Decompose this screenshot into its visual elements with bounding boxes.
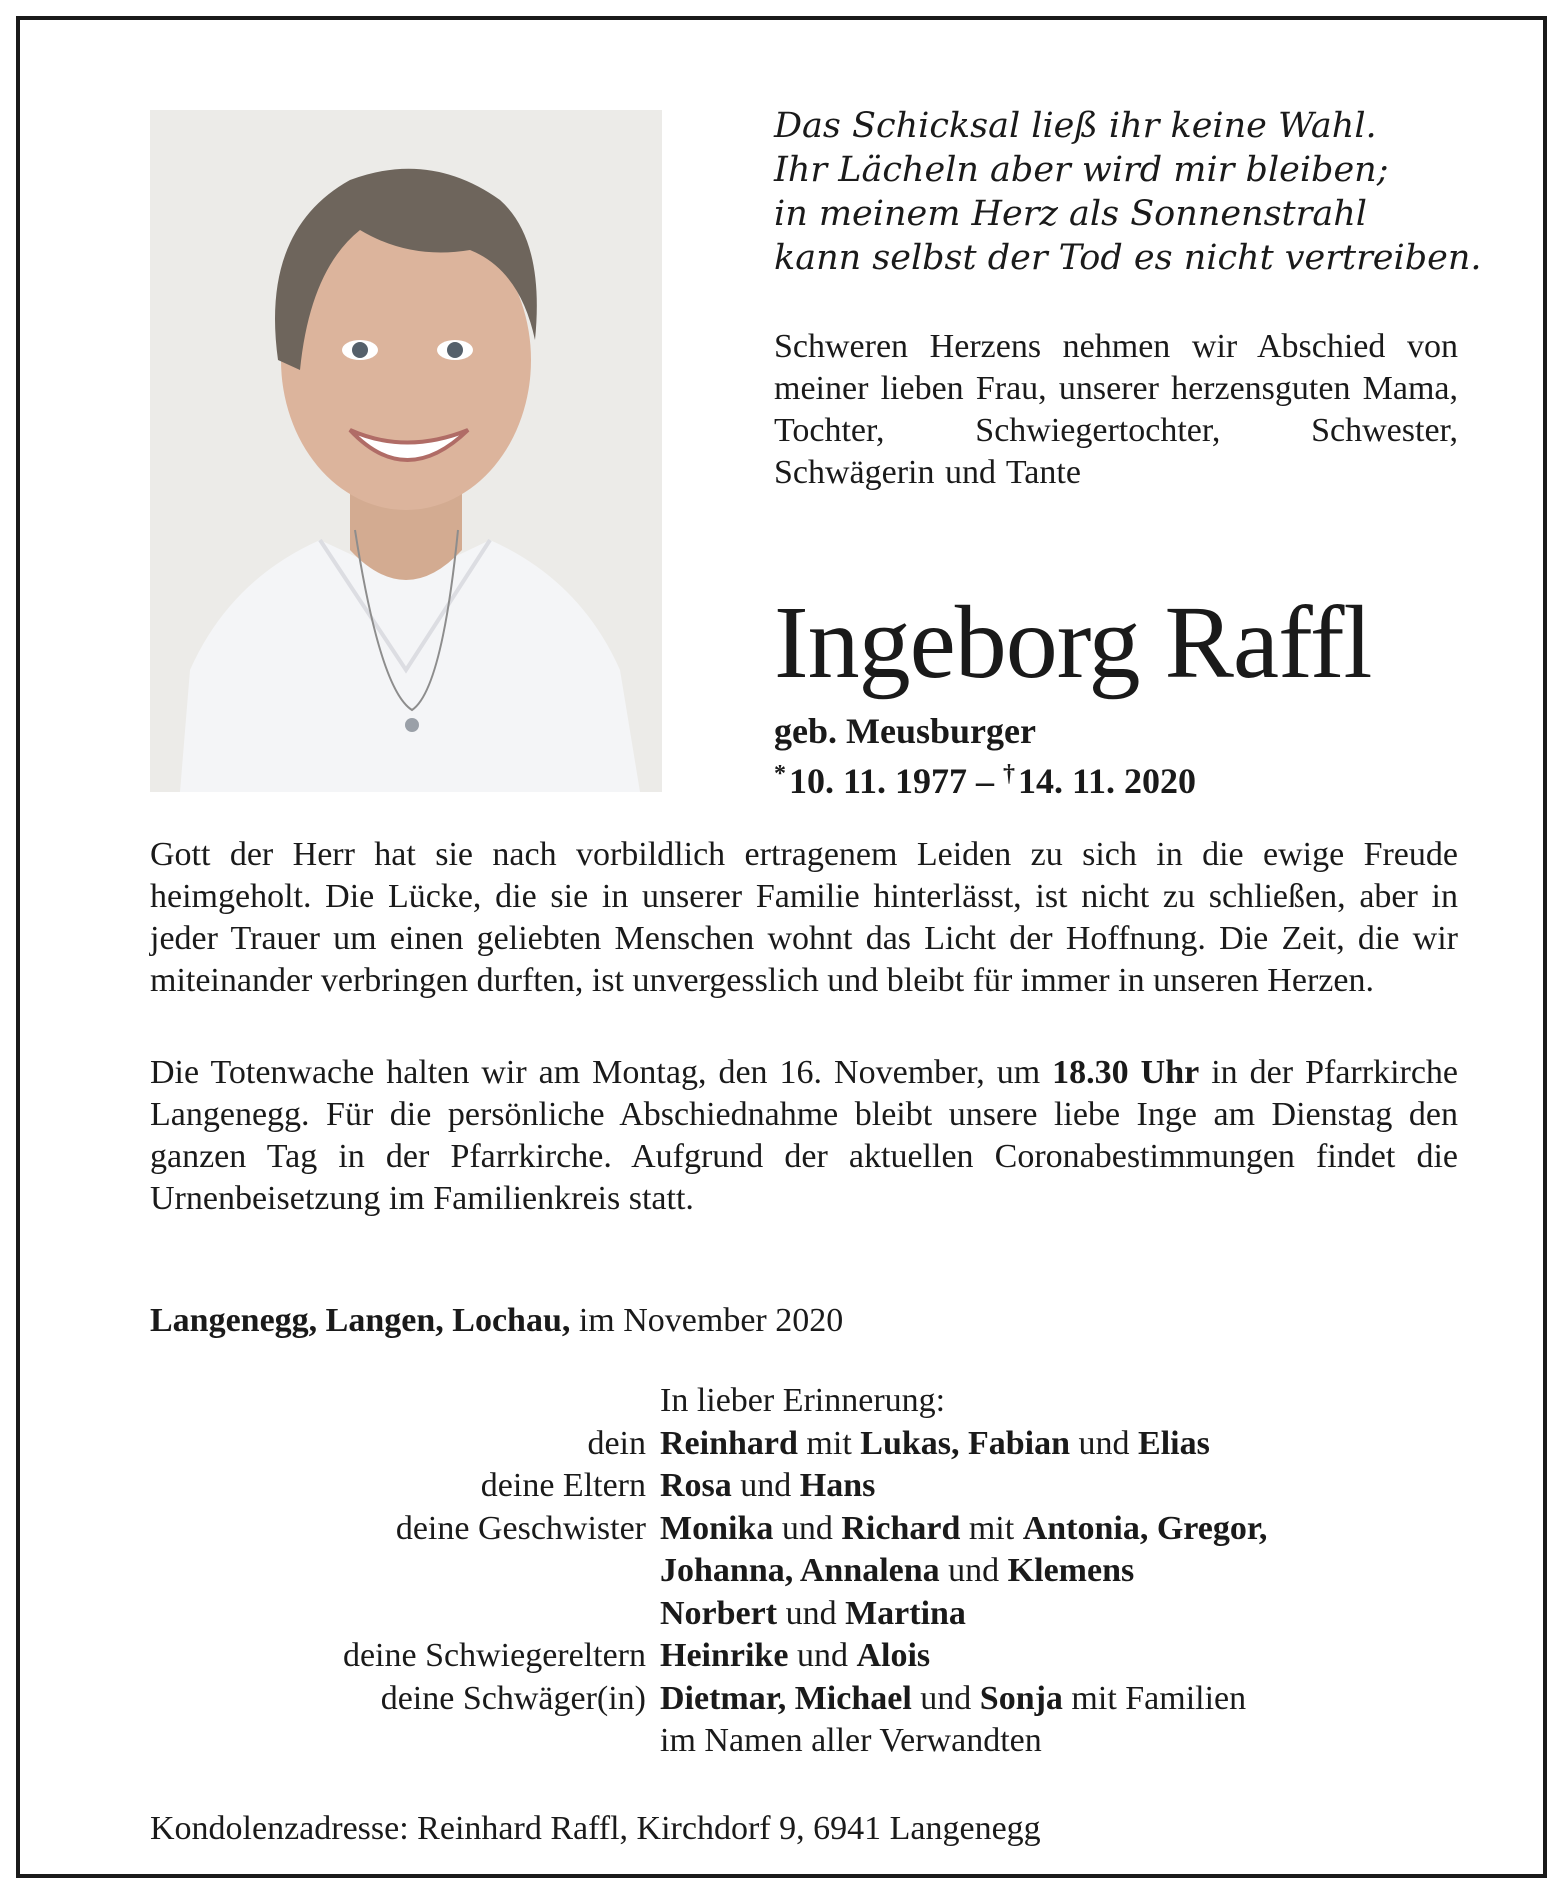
mourner-relation: dein bbox=[587, 1424, 646, 1462]
mourner-row bbox=[150, 1635, 1470, 1678]
mourner-name: Norbert bbox=[660, 1594, 778, 1632]
mourner-row bbox=[150, 1550, 1470, 1593]
mourner-name: Monika bbox=[660, 1509, 774, 1547]
mourners-list bbox=[150, 1380, 1470, 1763]
place-locations: Langenegg, Langen, Lochau, bbox=[150, 1302, 571, 1339]
mourner-row bbox=[150, 1465, 1470, 1508]
mourner-names bbox=[660, 1678, 1470, 1721]
mourner-row bbox=[150, 1678, 1470, 1721]
mourner-connector: und bbox=[788, 1637, 857, 1674]
obituary-frame bbox=[16, 16, 1547, 1878]
mourner-relation bbox=[150, 1720, 660, 1763]
mourner-name: Reinhard bbox=[660, 1424, 798, 1462]
mourner-relation: deine Eltern bbox=[480, 1467, 646, 1504]
mourner-connector: und bbox=[1070, 1424, 1139, 1462]
mourner-name: Richard bbox=[841, 1509, 961, 1547]
mourner-names bbox=[660, 1635, 1470, 1678]
mourner-name: Johanna, Annalena bbox=[660, 1552, 940, 1589]
place-date-line bbox=[150, 1300, 843, 1342]
mourner-name: Hans bbox=[799, 1467, 876, 1504]
mourner-relation: deine Geschwister bbox=[395, 1509, 646, 1547]
funeral-text-after: in der Pfarrkirche Langenegg. Für die persönliche Abschiednahme bleibt unsere liebe Inge am Dienstag den ganzen Tag in der Pfarrkirche. Aufgrund der aktuellen Coronabestimmungen findet die Urnenbeisetzung im Familienkreis statt. bbox=[150, 1054, 1459, 1217]
mourner-relation: deine Schwäger(in) bbox=[380, 1679, 646, 1717]
mourner-names bbox=[660, 1423, 1470, 1466]
mourner-connector: mit Familien bbox=[1062, 1679, 1247, 1717]
mourner-name: Dietmar, Michael bbox=[660, 1679, 912, 1717]
funeral-text-before: Die Totenwache halten wir am Montag, den 16. November, um bbox=[150, 1054, 1041, 1091]
death-cross-icon: † bbox=[1003, 761, 1016, 787]
mourner-connector: und bbox=[773, 1509, 842, 1547]
mourner-connector: mit bbox=[797, 1424, 861, 1462]
mourner-row bbox=[150, 1508, 1470, 1551]
paragraph-memorial: Gott der Herr hat sie nach vorbildlich ertragenem Leiden zu sich in die ewige Freude heimgeholt. Die Lücke, die sie in unserer Familie hinterlässt, ist nicht zu schließen, aber in jeder Trauer um einen geliebten Menschen wohnt das Licht der Hoffnung. Die Zeit, die wir miteinander verbringen durften, ist unvergesslich und bleibt für immer in unseren Herzen. bbox=[150, 836, 1458, 999]
life-dates: * 10. 11. 1977 – † 14. 11. 2020 bbox=[774, 761, 1197, 801]
portrait-illustration bbox=[150, 110, 662, 792]
portrait-photo bbox=[150, 110, 662, 792]
mourner-connector: und bbox=[777, 1594, 846, 1632]
mourner-name: Sonja bbox=[979, 1679, 1063, 1717]
mourner-row bbox=[150, 1423, 1470, 1466]
death-date: 14. 11. 2020 bbox=[1018, 761, 1197, 801]
intro-text: Schweren Herzens nehmen wir Abschied von meiner lieben Frau, unserer herzensguten Mama, Tochter, Schwiegertochter, Schwester, Schwägerin und Tante bbox=[774, 328, 1458, 491]
mourner-name: Martina bbox=[845, 1594, 966, 1632]
mourner-row bbox=[150, 1593, 1470, 1636]
deceased-name: Ingeborg Raffl bbox=[774, 585, 1372, 700]
mourner-names bbox=[660, 1550, 1470, 1593]
mourner-names bbox=[660, 1720, 1470, 1763]
poem-line: kann selbst der Tod es nicht vertreiben. bbox=[774, 238, 1482, 278]
mourner-connector: mit bbox=[960, 1509, 1023, 1547]
mourners-heading-row bbox=[150, 1380, 1470, 1423]
mourner-connector: und bbox=[911, 1679, 980, 1717]
mourner-relation bbox=[150, 1550, 660, 1593]
mourner-connector: im Namen aller Verwandten bbox=[660, 1722, 1042, 1759]
birth-date: 10. 11. 1977 bbox=[789, 761, 968, 801]
mourner-names bbox=[660, 1508, 1470, 1551]
mourner-connector: und bbox=[939, 1552, 1008, 1589]
poem-line: Das Schicksal ließ ihr keine Wahl. bbox=[774, 106, 1377, 146]
mourner-name: Rosa bbox=[660, 1467, 732, 1504]
mourner-names bbox=[660, 1593, 1470, 1636]
condolence-address: Kondolenzadresse: Reinhard Raffl, Kirchdorf 9, 6941 Langenegg bbox=[150, 1810, 1041, 1847]
mourners-heading: In lieber Erinnerung: bbox=[660, 1382, 946, 1419]
funeral-time: 18.30 Uhr bbox=[1052, 1054, 1200, 1091]
mourner-name: Lukas, Fabian bbox=[860, 1424, 1071, 1462]
birth-star-icon: * bbox=[774, 761, 786, 787]
poem-line: Ihr Lächeln aber wird mir bleiben; bbox=[774, 150, 1389, 190]
mourner-connector: und bbox=[731, 1467, 800, 1504]
mourner-relation bbox=[150, 1593, 660, 1636]
poem bbox=[774, 104, 1482, 280]
mourner-name: Heinrike bbox=[660, 1637, 789, 1674]
poem-line: in meinem Herz als Sonnenstrahl bbox=[774, 194, 1367, 234]
place-date: im November 2020 bbox=[578, 1302, 844, 1339]
mourner-name: Alois bbox=[856, 1637, 931, 1674]
mourner-name: Klemens bbox=[1007, 1552, 1135, 1589]
mourner-relation: deine Schwiegereltern bbox=[342, 1637, 646, 1674]
mourner-row bbox=[150, 1720, 1470, 1763]
maiden-name: geb. Meusburger bbox=[774, 711, 1036, 751]
paragraph-funeral bbox=[150, 1052, 1458, 1220]
mourner-name: Elias bbox=[1138, 1424, 1210, 1462]
mourner-name: Antonia, Gregor, bbox=[1022, 1509, 1268, 1547]
mourner-names bbox=[660, 1465, 1470, 1508]
